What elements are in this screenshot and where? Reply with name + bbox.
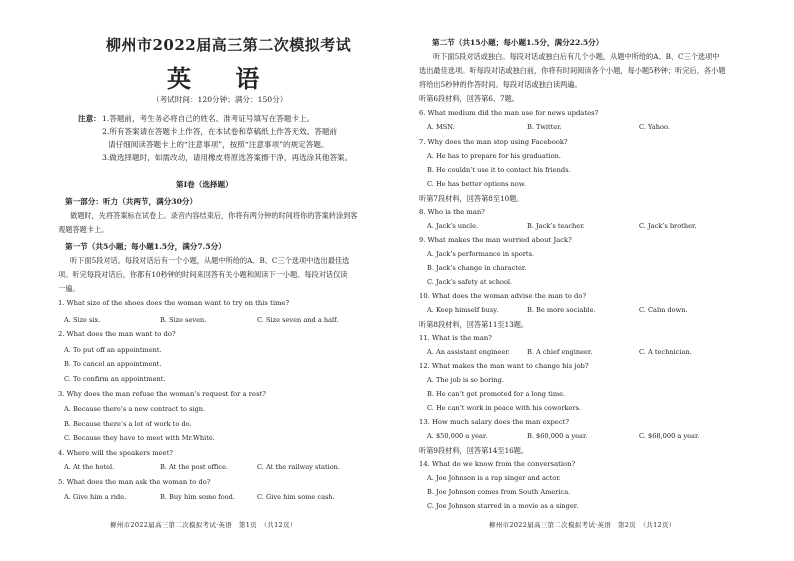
option-6b: B. Twitter.	[527, 123, 562, 131]
option-1b: B. Size seven.	[160, 316, 207, 324]
question-6: 6. What medium did the man use for news updates?	[419, 109, 599, 117]
question-13: 13. How much salary does the man expect?	[419, 418, 570, 426]
option-6c: C. Yahoo.	[639, 123, 670, 131]
option-3a: A. Because there’s a new contract to sign.	[64, 405, 206, 413]
option-14b: B. Joe Johnson comes from South America.	[427, 488, 571, 496]
right-page	[397, 0, 794, 561]
section1-intro-line: 一遍。	[58, 284, 80, 293]
material-8-label: 听第8段材料，回答第11至13题。	[419, 320, 529, 329]
question-3: 3. Why does the man refuse the woman’s request for a rest?	[58, 390, 266, 398]
option-14c: C. Joe Johnson starred in a movie as a singer.	[427, 502, 579, 510]
option-9c: C. Jack’s safety at school.	[427, 278, 513, 286]
option-1c: C. Size seven and a half.	[257, 316, 339, 324]
question-5: 5. What does the man ask the woman to do?	[58, 478, 211, 486]
option-4b: B. At the post office.	[160, 463, 229, 471]
option-13a: A. $50,000 a year.	[427, 432, 488, 440]
question-2: 2. What does the man want to do?	[58, 330, 176, 338]
part1-intro-line: 做题时，先将答案标在试卷上。录音内容结束后，你将有两分钟的时间将你的答案转涂到客	[70, 211, 358, 220]
option-13b: B. $60,000 a year.	[527, 432, 588, 440]
question-12: 12. What makes the man want to change his job?	[419, 362, 589, 370]
option-5c: C. Give him some cash.	[257, 493, 335, 501]
question-8: 8. Who is the man?	[419, 208, 485, 216]
part1-heading: 第一部分：听力（共两节，满分30分）	[65, 197, 198, 206]
material-7-label: 听第7段材料，回答第8至10题。	[419, 194, 524, 203]
section1-intro-line: 听下面5段对话。每段对话后有一个小题，从题中所给的A、B、C三个选项中选出最佳选	[70, 256, 350, 265]
option-2b: B. To cancel an appointment.	[64, 360, 162, 368]
note-line: 3.做选择题时，如需改动，请用橡皮将原选答案擦干净，再选涂其他答案。	[102, 153, 353, 162]
option-7c: C. He has better options now.	[427, 180, 526, 188]
option-2a: A. To put off an appointment.	[64, 346, 162, 354]
note-line: 2.所有答案请在答题卡上作答，在本试卷和草稿纸上作答无效。答题前	[102, 127, 338, 136]
exam-title: 柳州市2022届高三第二次模拟考试	[106, 36, 352, 54]
section2-heading: 第二节（共15小题；每小题1.5分，满分22.5分）	[432, 38, 604, 47]
option-9a: A. Jack’s performance in sports.	[427, 250, 535, 258]
option-4c: C. At the railway station.	[257, 463, 341, 471]
option-1a: A. Size six.	[64, 316, 101, 324]
option-10c: C. Calm down.	[639, 306, 688, 314]
question-14: 14. What do we know from the conversation?	[419, 460, 576, 468]
section1-intro-line: 项。听完每段对话后，你都有10秒钟的时间来回答有关小题和阅读下一小题。每段对话仅读	[58, 270, 348, 279]
material-9-label: 听第9段材料，回答第14至16题。	[419, 446, 529, 455]
option-4a: A. At the hotel.	[64, 463, 115, 471]
note-line: 请仔细阅读答题卡上的“注意事项”，按照“注意事项”的规定答题。	[108, 140, 329, 149]
option-11b: B. A chief engineer.	[527, 348, 593, 356]
option-12b: B. He can’t get promoted for a long time.	[427, 390, 566, 398]
volume-heading: 第Ⅰ卷（选择题）	[176, 180, 233, 189]
section2-intro-line: 将给出5秒钟的作答时间。每段对话或独白读两遍。	[419, 80, 582, 89]
option-3c: C. Because they have to meet with Mr.White.	[64, 434, 215, 442]
option-9b: B. Jack’s change in character.	[427, 264, 527, 272]
option-5b: B. Buy him some food.	[160, 493, 235, 501]
note-line: 1.答题前，考生务必将自己的姓名、准考证号填写在答题卡上。	[102, 114, 315, 123]
option-2c: C. To confirm an appointment.	[64, 375, 166, 383]
option-6a: A. MSN.	[427, 123, 455, 131]
option-7a: A. He has to prepare for his graduation.	[427, 152, 561, 160]
notes-label: 注意：	[78, 114, 101, 123]
section1-heading: 第一节（共5小题；每小题1.5分，满分7.5分）	[65, 242, 226, 251]
option-11a: A. An assistant engineer.	[427, 348, 510, 356]
section2-intro-line: 听下面5段对话或独白。每段对话或独白后有几个小题，从题中所给的A、B、C三个选项中	[433, 52, 720, 61]
option-3b: B. Because there’s a lot of work to do.	[64, 420, 192, 428]
page-footer: 柳州市2022届高三第二次模拟考试·英语 第1页 （共12页）	[110, 521, 297, 529]
option-14a: A. Joe Johnson is a rap singer and actor.	[427, 474, 561, 482]
option-10b: B. Be more sociable.	[527, 306, 596, 314]
section2-intro-line: 选出最佳选项。听每段对话或独白前，你将有时间阅读各个小题，每小题5秒钟；听完后，各小题	[419, 66, 726, 75]
subject-title: 英 语	[167, 64, 278, 93]
question-10: 10. What does the woman advise the man to do?	[419, 292, 587, 300]
option-5a: A. Give him a ride.	[64, 493, 127, 501]
material-6-label: 听第6段材料，回答第6、7题。	[419, 94, 519, 103]
part1-intro-line: 观题答题卡上。	[58, 225, 109, 234]
option-11c: C. A technician.	[639, 348, 692, 356]
question-11: 11. What is the man?	[419, 334, 492, 342]
question-1: 1. What size of the shoes does the woman want to try on this time?	[58, 299, 290, 307]
question-4: 4. Where will the speakers meet?	[58, 449, 174, 457]
question-7: 7. Why does the man stop using Facebook?	[419, 138, 568, 146]
question-9: 9. What makes the man worried about Jack?	[419, 236, 572, 244]
option-10a: A. Keep himself busy.	[427, 306, 499, 314]
option-8a: A. Jack’s uncle.	[427, 222, 479, 230]
option-7b: B. He couldn’t use it to contact his friends.	[427, 166, 571, 174]
option-12c: C. He can’t work in peace with his coworkers.	[427, 404, 582, 412]
option-12a: A. The job is so boring.	[427, 376, 504, 384]
time-info: （考试时间：120分钟；满分：150分）	[152, 95, 288, 104]
option-8b: B. Jack’s teacher.	[527, 222, 585, 230]
option-8c: C. Jack’s brother.	[639, 222, 697, 230]
option-13c: C. $68,000 a year.	[639, 432, 700, 440]
page-footer: 柳州市2022届高三第二次模拟考试·英语 第2页 （共12页）	[489, 521, 676, 529]
